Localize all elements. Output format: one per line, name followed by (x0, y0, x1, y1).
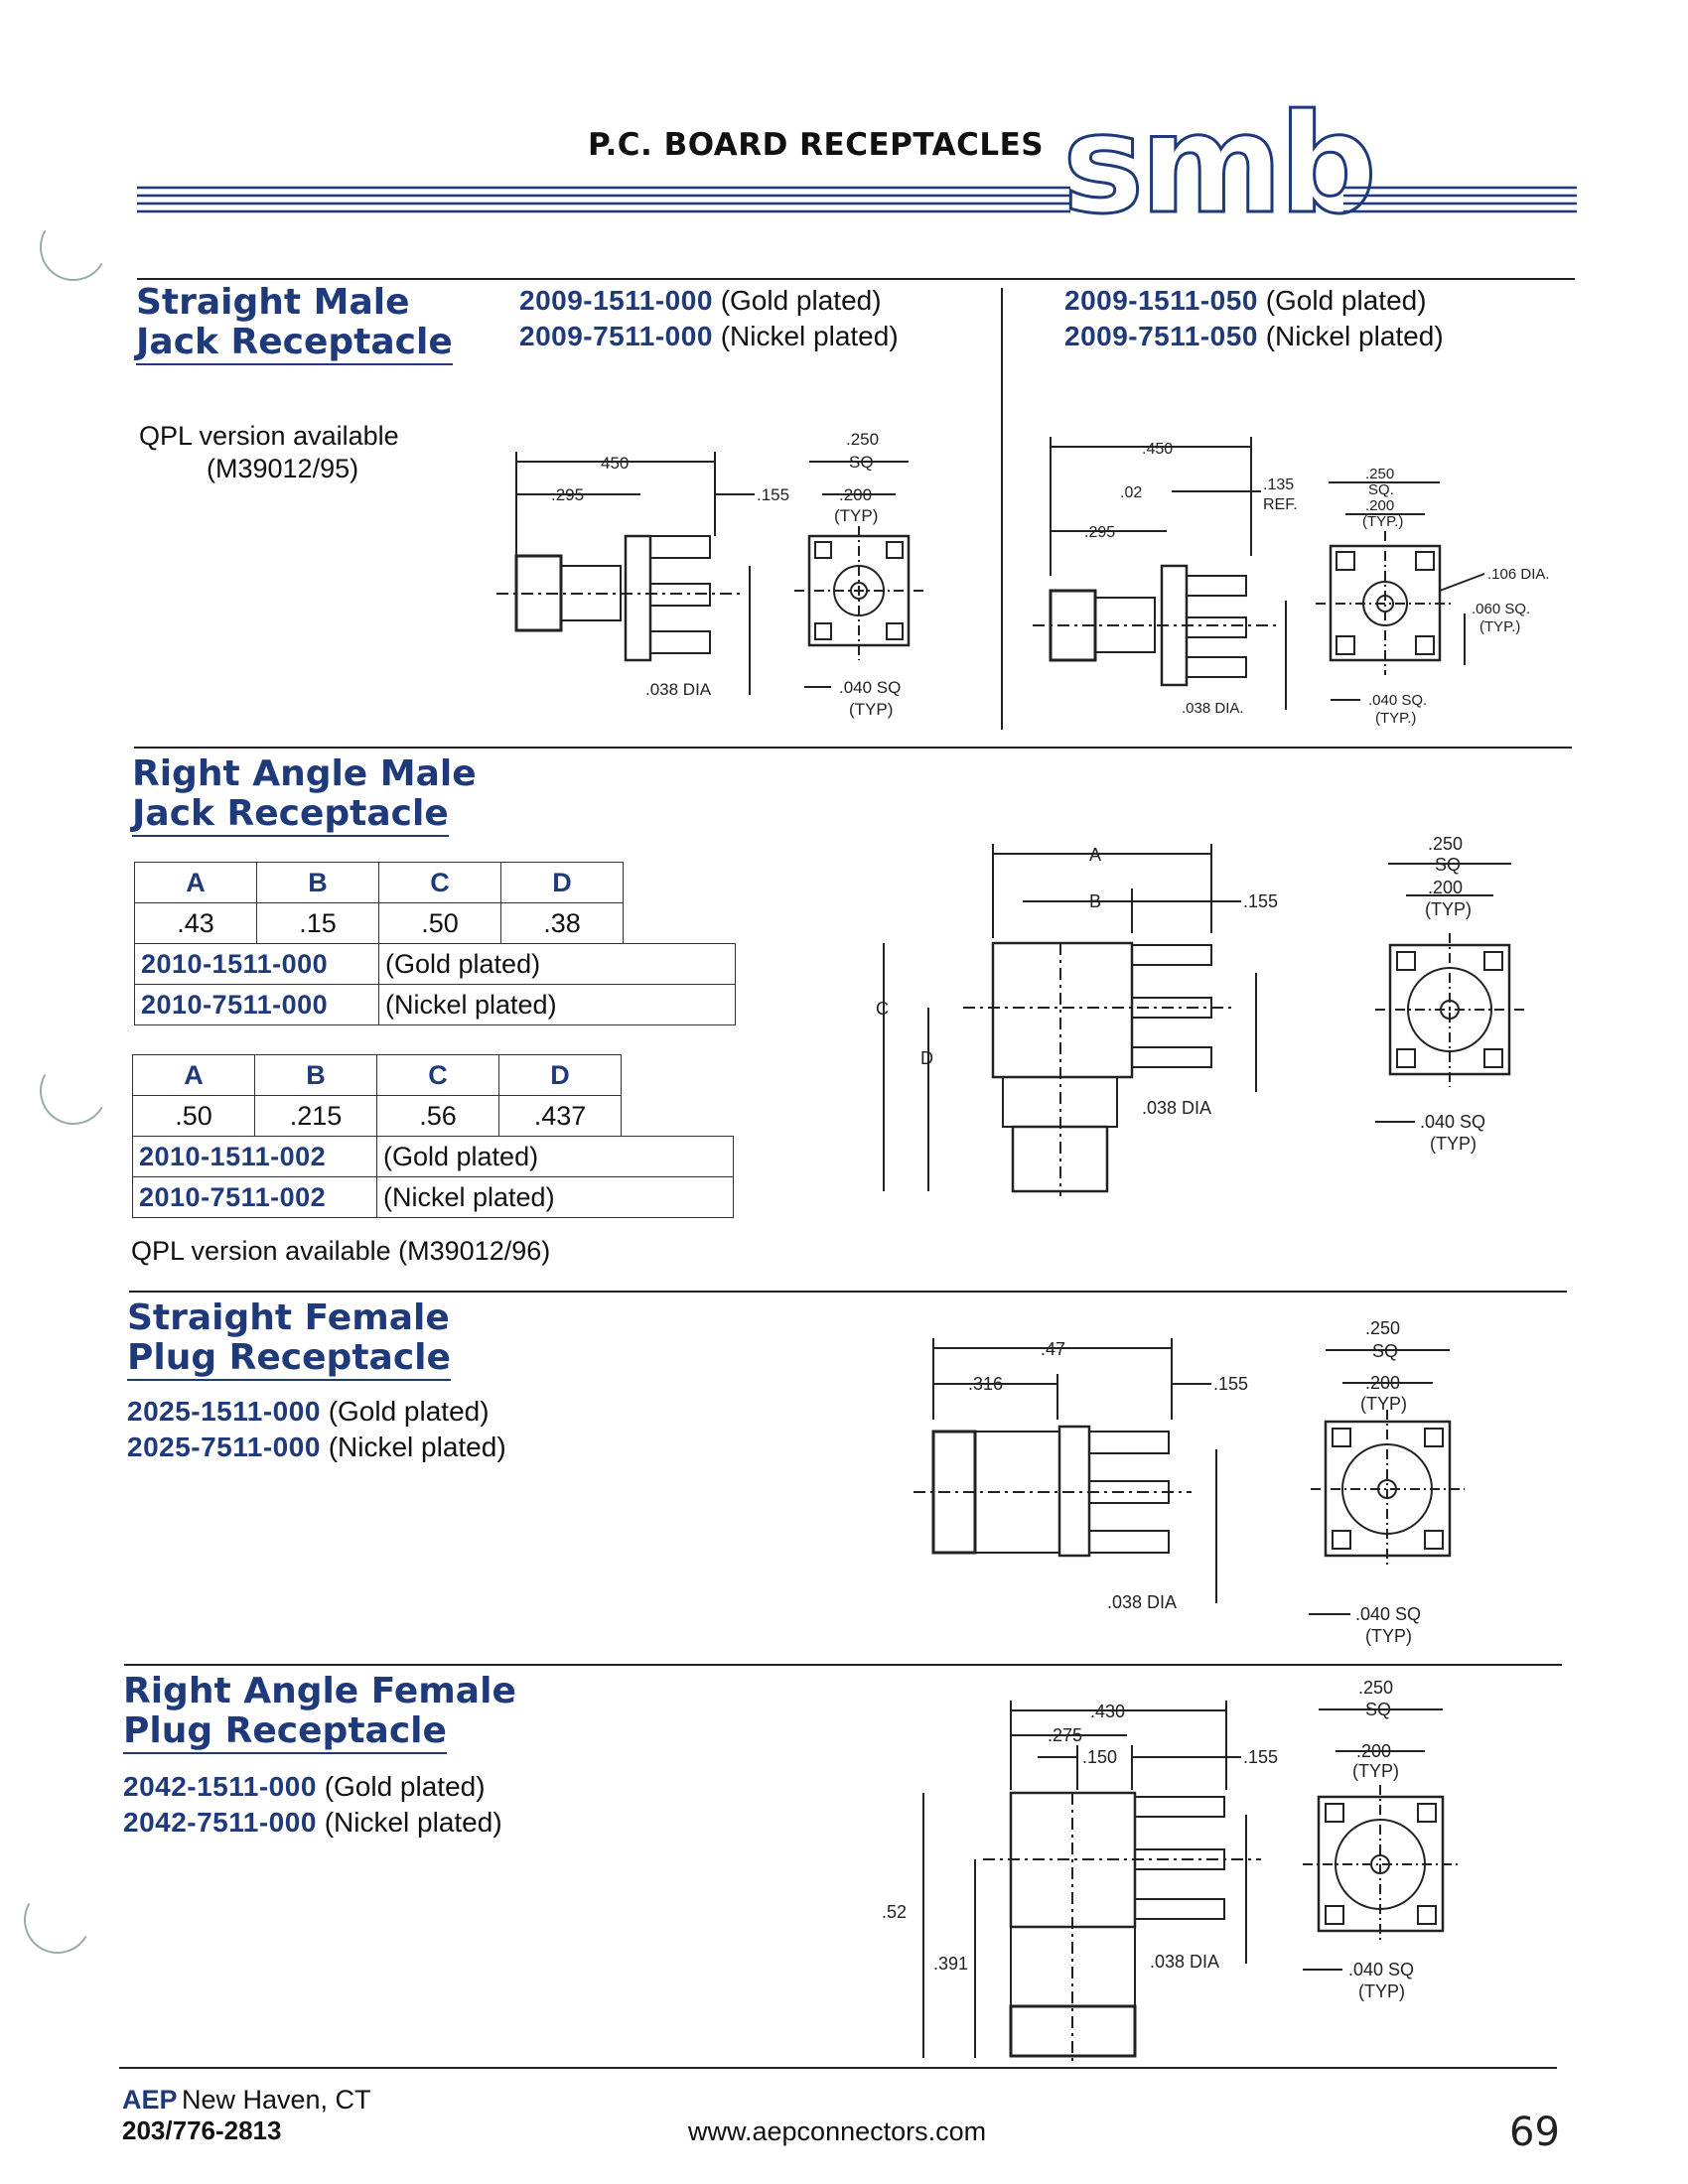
dim-label: (TYP.) (1375, 710, 1417, 727)
table-row: .50 .215 .56 .437 (133, 1096, 734, 1137)
footer-website[interactable]: www.aepconnectors.com (688, 2116, 987, 2146)
punch-hole-top (32, 205, 114, 288)
footer-divider (119, 2067, 1557, 2069)
dim-label: .040 SQ (1355, 1604, 1422, 1624)
drawing-straight-female (894, 1310, 1509, 1648)
smb-logo-text: smb (1062, 84, 1373, 244)
dim-label: (TYP.) (1362, 513, 1404, 530)
section-divider-2 (129, 1291, 1567, 1293)
dim-label: .155 (1243, 1747, 1279, 1767)
dim-label: .038 DIA (1150, 1952, 1220, 1972)
punch-hole-bottom (16, 1878, 98, 1961)
dim-label: (TYP) (834, 506, 879, 525)
dim-label: .106 DIA. (1487, 566, 1550, 583)
section-title-right-angle-male: Right Angle Male Jack Receptacle (132, 754, 477, 834)
dim-label: (TYP) (849, 700, 894, 719)
part-list-straight-female (127, 1394, 506, 1465)
footer-phone: 203/776-2813 (122, 2116, 282, 2145)
dim-label: .316 (968, 1374, 1004, 1394)
dim-label: (TYP.) (1479, 618, 1521, 635)
dim-label: (TYP) (1360, 1394, 1407, 1414)
dim-label: .250 (846, 430, 880, 449)
dim-label: (TYP) (1358, 1981, 1405, 2001)
dim-label: .295 (551, 485, 585, 504)
section-divider-3 (124, 1664, 1562, 1666)
section-title-straight-male: Straight Male Jack Receptacle (136, 283, 453, 362)
dim-label: (TYP) (1425, 899, 1472, 919)
dim-label: .155 (757, 485, 790, 504)
dim-label: SQ (849, 453, 874, 472)
dim-label: .250 (1428, 834, 1464, 854)
part-list-straight-male-right (1064, 283, 1444, 354)
table-row: 2010-7511-000 (Nickel plated) (135, 985, 736, 1025)
qpl-note-right-angle-male: QPL version available (M39012/96) (131, 1236, 551, 1266)
part-row: 2025-1511-000 (Gold plated) (127, 1396, 490, 1427)
dim-label: .038 DIA (645, 680, 712, 699)
dim-label: (TYP) (1365, 1626, 1412, 1646)
dim-label: .200 (1356, 1741, 1392, 1761)
part-row: 2009-1511-050 (Gold plated) (1064, 285, 1427, 316)
dim-label: .040 SQ (1348, 1960, 1415, 1979)
dim-label: 450 (601, 454, 630, 473)
table-row: .43 .15 .50 .38 (135, 903, 736, 944)
dim-label: .200 (1365, 497, 1395, 514)
dim-label: A (1089, 845, 1102, 865)
dim-label: REF. (1263, 496, 1298, 513)
drawing-straight-male-050 (1033, 427, 1589, 735)
dim-label: .200 (1428, 878, 1464, 897)
drawing-straight-male-000 (496, 427, 973, 725)
table-header-row: A B C D (133, 1055, 734, 1096)
dim-label: .038 DIA (1142, 1098, 1212, 1118)
part-row: 2009-7511-050 (Nickel plated) (1064, 321, 1444, 351)
part-row: 2009-7511-000 (Nickel plated) (519, 321, 899, 351)
part-row: 2042-7511-000 (Nickel plated) (123, 1807, 502, 1838)
dim-label: .275 (1048, 1725, 1083, 1745)
dim-label: .150 (1082, 1747, 1118, 1767)
dimension-table-2 (132, 1054, 734, 1218)
dim-label: (TYP) (1352, 1761, 1399, 1781)
dim-label: SQ (1365, 1700, 1392, 1719)
dim-label: .430 (1090, 1702, 1126, 1721)
punch-hole-middle (32, 1049, 114, 1132)
dim-label: .040 SQ. (1368, 692, 1428, 709)
footer-city: New Haven, CT (181, 2085, 371, 2115)
table-row: 2010-7511-002 (Nickel plated) (133, 1177, 734, 1218)
vertical-divider (1001, 288, 1003, 730)
part-row: 2042-1511-000 (Gold plated) (123, 1771, 486, 1802)
drawing-right-angle-male (864, 834, 1559, 1201)
smb-logo (1053, 84, 1373, 244)
qpl-note-straight-male: QPL version available (M39012/95) (139, 421, 399, 483)
dim-label: .155 (1243, 891, 1279, 911)
footer-company: AEP (122, 2085, 178, 2115)
dim-label: .038 DIA. (1182, 700, 1244, 717)
dim-label: .060 SQ. (1472, 601, 1531, 617)
dim-label: .040 SQ (839, 678, 902, 697)
dim-label: D (920, 1048, 933, 1068)
table-header-row: A B C D (135, 863, 736, 903)
dim-label: SQ (1435, 855, 1462, 875)
dimension-table-1 (134, 862, 736, 1025)
dim-label: .450 (1142, 441, 1174, 458)
section-title-straight-female: Straight Female Plug Receptacle (127, 1298, 451, 1378)
dim-label: .295 (1084, 524, 1116, 541)
dim-label: .47 (1041, 1339, 1066, 1359)
dim-label: .52 (882, 1902, 908, 1922)
part-list-right-angle-female (123, 1769, 502, 1841)
header-divider (137, 278, 1575, 280)
footer-company-block (122, 2085, 371, 2146)
dim-label: .135 (1263, 477, 1295, 493)
dim-label: .038 DIA (1107, 1592, 1178, 1612)
table-row: 2010-1511-000 (Gold plated) (135, 944, 736, 985)
table-row: 2010-1511-002 (Gold plated) (133, 1137, 734, 1177)
dim-label: .02 (1120, 484, 1143, 501)
dim-label: .250 (1358, 1678, 1394, 1698)
section-title-right-angle-female: Right Angle Female Plug Receptacle (123, 1672, 516, 1751)
drawing-right-angle-female (882, 1676, 1509, 2063)
dim-label: SQ. (1368, 481, 1394, 498)
part-row: 2025-7511-000 (Nickel plated) (127, 1432, 506, 1462)
dim-label: SQ (1372, 1341, 1399, 1361)
page-number: 69 (1509, 2110, 1560, 2155)
dim-label: C (876, 999, 889, 1019)
part-row: 2009-1511-000 (Gold plated) (519, 285, 882, 316)
dim-label: .391 (933, 1954, 969, 1974)
dim-label: .200 (1365, 1373, 1401, 1393)
section-divider-1 (134, 747, 1572, 749)
dim-label: .200 (839, 485, 873, 504)
dim-label: .250 (1365, 1318, 1401, 1338)
dim-label: .250 (1365, 466, 1395, 482)
part-list-straight-male-left (519, 283, 899, 354)
dim-label: .040 SQ (1420, 1112, 1486, 1132)
page-title: P.C. BOARD RECEPTACLES (588, 127, 1045, 163)
dim-label: (TYP) (1430, 1134, 1477, 1154)
dim-label: B (1089, 891, 1102, 911)
dim-label: .155 (1213, 1374, 1249, 1394)
